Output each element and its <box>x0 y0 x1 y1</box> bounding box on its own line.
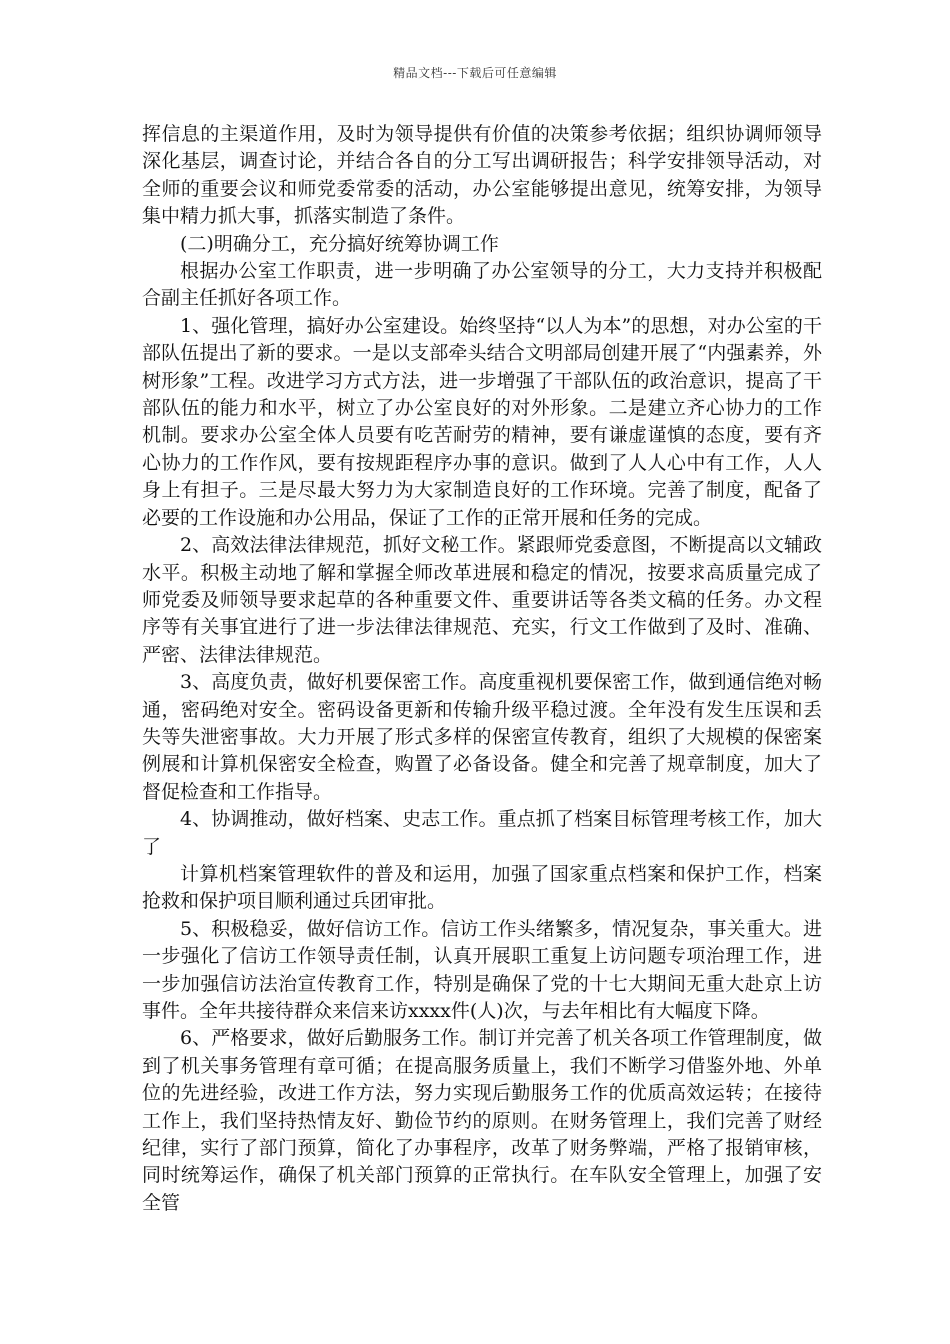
paragraph-item-6: 6、严格要求，做好后勤服务工作。制订并完善了机关各项工作管理制度，做到了机关事务管理有章可循；在提高服务质量上，我们不断学习借鉴外地、外单位的先进经验，改进工作方法，努力实现后勤服务工作的优质高效运转；在接待工作上，我们坚持热情友好、勤俭节约的原则。在财务管理上，我们完善了财经纪律，实行了部门预算，简化了办事程序，改革了财务弊端，严格了报销审核，同时统筹运作，确保了机关部门预算的正常执行。在车队安全管理上，加强了安全管 <box>142 1027 822 1214</box>
paragraph-1: 挥信息的主渠道作用，及时为领导提供有价值的决策参考依据；组织协调师领导深化基层，调查讨论，并结合各自的分工写出调研报告；科学安排领导活动，对全师的重要会议和师党委常委的活动，办公室能够提出意见，统筹安排，为领导集中精力抓大事，抓落实制造了条件。 <box>142 123 822 228</box>
paragraph-item-3: 3、高度负责，做好机要保密工作。高度重视机要保密工作，做到通信绝对畅通，密码绝对安全。密码设备更新和传输升级平稳过渡。全年没有发生压误和丢失等失泄密事故。大力开展了形式多样的保密宣传教育，组织了大规模的保密案例展和计算机保密安全检查，购置了必备设备。健全和完善了规章制度，加大了督促检查和工作指导。 <box>142 671 822 803</box>
paragraph-item-1: 1、强化管理，搞好办公室建设。始终坚持“以人为本”的思想，对办公室的干部队伍提出了新的要求。一是以支部牵头结合文明部局创建开展了“内强素养，外树形象”工程。改进学习方式方法，进一步增强了干部队伍的政治意识，提高了干部队伍的能力和水平，树立了办公室良好的对外形象。二是建立齐心协力的工作机制。要求办公室全体人员要有吃苦耐劳的精神，要有谦虚谨慎的态度，要有齐心协力的工作作风，要有按规距程序办事的意识。做到了人人心中有工作，人人身上有担子。三是尽最大努力为大家制造良好的工作环境。完善了制度，配备了必要的工作设施和办公用品，保证了工作的正常开展和任务的完成。 <box>142 314 822 529</box>
document-body <box>142 121 822 1217</box>
paragraph-item-4-cont: 计算机档案管理软件的普及和运用，加强了国家重点档案和保护工作，档案抢救和保护项目顺利通过兵团审批。 <box>142 862 822 913</box>
paragraph-item-2: 2、高效法律法律规范，抓好文秘工作。紧跟师党委意图，不断提高以文辅政水平。积极主动地了解和掌握全师改革进展和稳定的情况，按要求高质量完成了师党委及师领导要求起草的各种重要文件、重要讲话等各类文稿的任务。办文程序等有关事宜进行了进一步法律法律规范、充实，行文工作做到了及时、准确、严密、法律法律规范。 <box>142 534 822 666</box>
paragraph-3: 根据办公室工作职责，进一步明确了办公室领导的分工，大力支持并积极配合副主任抓好各项工作。 <box>142 260 822 310</box>
paragraph-item-4: 4、协调推动，做好档案、史志工作。重点抓了档案目标管理考核工作，加大了 <box>142 808 822 858</box>
section-heading-2: (二)明确分工，充分搞好统筹协调工作 <box>180 232 499 255</box>
page-header: 精品文档---下载后可任意编辑 <box>393 66 557 80</box>
paragraph-item-5: 5、积极稳妥，做好信访工作。信访工作头绪繁多，情况复杂，事关重大。进一步强化了信访工作领导责任制，认真开展职工重复上访问题专项治理工作，进一步加强信访法治宣传教育工作，特别是确保了党的十七大期间无重大赴京上访事件。全年共接待群众来信来访xxxx件(人)次，与去年相比有大幅度下降。 <box>142 917 822 1022</box>
